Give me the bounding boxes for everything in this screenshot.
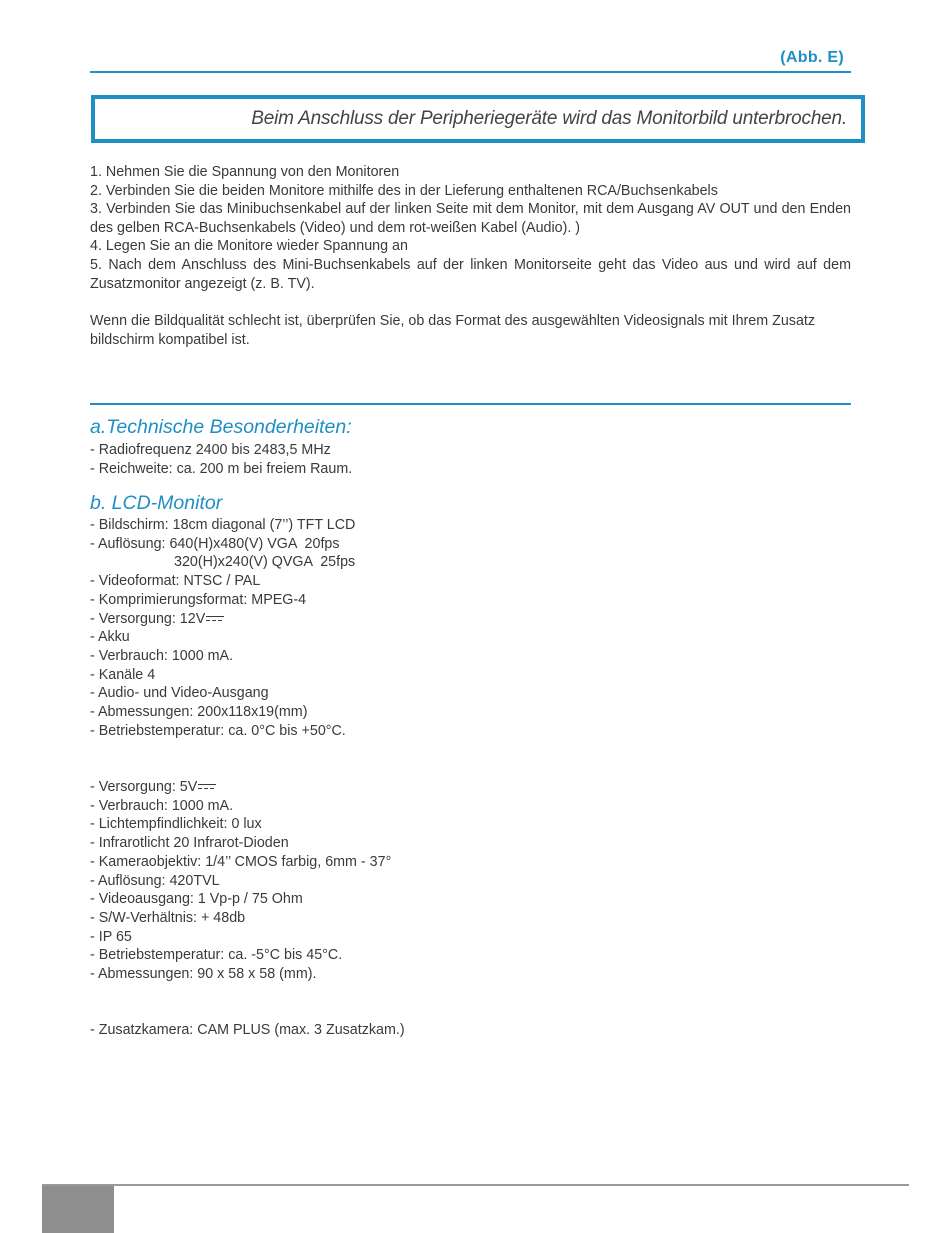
hint-paragraph (90, 312, 851, 349)
notice-box (91, 95, 865, 143)
section-b-title: b. LCD-Monitor (90, 492, 223, 514)
step-2: 2. Verbinden Sie die beiden Monitore mithilfe des in der Lieferung enthaltenen RCA/Buchsenkabels (90, 182, 718, 199)
footer-page-tab (42, 1186, 114, 1233)
header-rule (90, 71, 851, 73)
notice-text: Beim Anschluss der Peripheriegeräte wird das Monitorbild unterbrochen. (251, 108, 847, 129)
list-item: - Reichweite: ca. 200 m bei freiem Raum. (90, 460, 353, 477)
section-rule (90, 403, 851, 405)
list-item: - IP 65 (90, 928, 132, 945)
list-item: - Videoausgang: 1 Vp-p / 75 Ohm (90, 891, 303, 908)
step-3: 3. Verbinden Sie das Minibuchsenkabel auf der linken Seite mit dem Monitor, mit dem Ausgang AV OUT und den Enden des gelben RCA-Buchsenkabels (Video) und dem rot-weißen Kabel (Audio). ) (90, 201, 851, 236)
list-item: - Verbrauch: 1000 mA. (90, 647, 234, 664)
list-item-text: - Versorgung: 12V (90, 610, 206, 627)
list-item (90, 778, 391, 797)
list-item: - Auflösung: 640(H)x480(V) VGA 20fps (90, 535, 340, 552)
list-item: - Kanäle 4 (90, 666, 156, 683)
list-item: - Videoformat: NTSC / PAL (90, 573, 261, 590)
step-1: 1. Nehmen Sie die Spannung von den Monitoren (90, 164, 400, 180)
list-item: - Betriebstemperatur: ca. 0°C bis +50°C. (90, 722, 346, 739)
list-item (90, 610, 355, 629)
list-item: 320(H)x240(V) QVGA 25fps (174, 554, 356, 571)
list-item: - Betriebstemperatur: ca. -5°C bis 45°C. (90, 947, 343, 964)
dc-current-icon (206, 615, 224, 623)
list-item-text: - Versorgung: 5V (90, 779, 198, 795)
list-item: - Akku (90, 629, 130, 646)
footer-rule (42, 1184, 909, 1186)
list-item: - S/W-Verhältnis: + 48db (90, 909, 246, 926)
list-item: - Auflösung: 420TVL (90, 872, 220, 889)
list-item: - Verbrauch: 1000 mA. (90, 797, 234, 814)
step-4: 4. Legen Sie an die Monitore wieder Spannung an (90, 238, 408, 255)
list-item: - Audio- und Video-Ausgang (90, 685, 269, 702)
list-item: - Bildschirm: 18cm diagonal (7’’) TFT LCD (90, 517, 356, 533)
dc-current-icon (198, 783, 216, 791)
hint-text: Wenn die Bildqualität schlecht ist, überprüfen Sie, ob das Format des ausgewählten Videosignals mit Ihrem Zusatz bildschirm kompatibel ist. (90, 313, 816, 348)
list-item: - Abmessungen: 200x118x19(mm) (90, 704, 308, 721)
list-item: - Radiofrequenz 2400 bis 2483,5 MHz (90, 442, 331, 458)
list-item: - Infrarotlicht 20 Infrarot-Dioden (90, 835, 289, 852)
steps-list (90, 163, 851, 293)
camera-spec-list (90, 778, 391, 984)
list-item: - Zusatzkamera: CAM PLUS (max. 3 Zusatzkam.) (90, 1022, 405, 1038)
section-a-title: a.Technische Besonderheiten: (90, 416, 352, 438)
section-a-list (90, 441, 352, 478)
list-item: - Kameraobjektiv: 1/4’’ CMOS farbig, 6mm - 37° (90, 853, 392, 870)
section-b-list (90, 516, 355, 740)
list-item: - Komprimierungsformat: MPEG-4 (90, 591, 307, 608)
list-item: - Abmessungen: 90 x 58 x 58 (mm). (90, 966, 317, 983)
step-5: 5. Nach dem Anschluss des Mini-Buchsenkabels auf der linken Monitorseite geht das Video aus und wird auf dem Zusatzmonitor angezeigt (z. B. TV). (90, 256, 851, 292)
accessory-list (90, 1021, 405, 1040)
figure-label: (Abb. E) (780, 49, 844, 66)
list-item: - Lichtempfindlichkeit: 0 lux (90, 816, 262, 833)
